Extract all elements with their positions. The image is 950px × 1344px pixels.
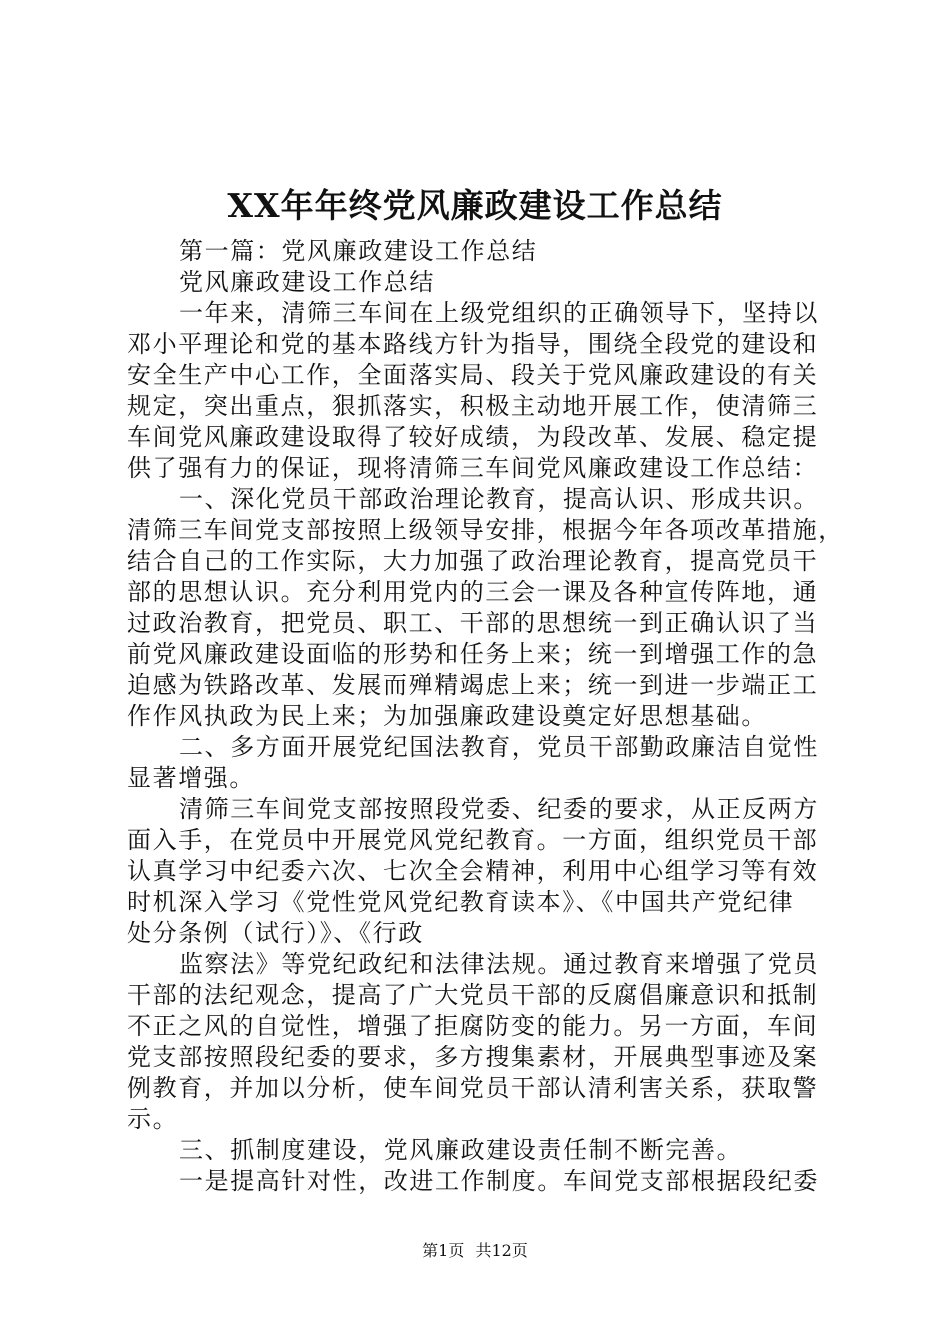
paragraph-line: 清筛三车间党支部按照上级领导安排，根据今年各项改革措施， bbox=[127, 516, 844, 544]
page-number: 第1页 bbox=[422, 1241, 465, 1260]
paragraph-line: 一年来，清筛三车间在上级党组织的正确领导下，坚持以 bbox=[179, 299, 819, 327]
document-body bbox=[127, 236, 844, 1197]
paragraph-line: 前党风廉政建设面临的形势和任务上来；统一到增强工作的急 bbox=[127, 640, 819, 668]
subheading-line: 第一篇：党风廉政建设工作总结 bbox=[179, 237, 538, 265]
subheading-line: 党风廉政建设工作总结 bbox=[179, 268, 435, 296]
paragraph-line: 党支部按照段纪委的要求，多方搜集素材，开展典型事迹及案 bbox=[127, 1043, 819, 1071]
paragraph-line: 面入手，在党员中开展党风党纪教育。一方面，组织党员干部 bbox=[127, 826, 819, 854]
paragraph-line: 时机深入学习《党性党风党纪教育读本》、《中国共产党纪律 bbox=[127, 888, 795, 916]
paragraph-line: 作作风执政为民上来；为加强廉政建设奠定好思想基础。 bbox=[127, 702, 767, 730]
paragraph-line: 一是提高针对性，改进工作制度。车间党支部根据段纪委 bbox=[179, 1167, 819, 1195]
paragraph-line: 供了强有力的保证，现将清筛三车间党风廉政建设工作总结： bbox=[127, 454, 819, 482]
paragraph-line: 认真学习中纪委六次、七次全会精神，利用中心组学习等有效 bbox=[127, 857, 819, 885]
paragraph-line: 监察法》等党纪政纪和法律法规。通过教育来增强了党员 bbox=[179, 950, 819, 978]
document-title: XX年年终党风廉政建设工作总结 bbox=[227, 186, 723, 225]
paragraph-line: 迫感为铁路改革、发展而殚精竭虑上来；统一到进一步端正工 bbox=[127, 671, 819, 699]
paragraph-line: 规定，突出重点，狠抓落实，积极主动地开展工作，使清筛三 bbox=[127, 392, 819, 420]
section-heading-line: 一、深化党员干部政治理论教育，提高认识、形成共识。 bbox=[179, 485, 819, 513]
paragraph-line: 显著增强。 bbox=[127, 764, 255, 792]
paragraph-line: 例教育，并加以分析，使车间党员干部认清利害关系，获取警 bbox=[127, 1074, 819, 1102]
paragraph-line: 清筛三车间党支部按照段党委、纪委的要求，从正反两方 bbox=[179, 795, 819, 823]
paragraph-line: 过政治教育，把党员、职工、干部的思想统一到正确认识了当 bbox=[127, 609, 819, 637]
paragraph-line: 不正之风的自觉性，增强了拒腐防变的能力。另一方面，车间 bbox=[127, 1012, 819, 1040]
paragraph-line: 结合自己的工作实际，大力加强了政治理论教育，提高党员干 bbox=[127, 547, 819, 575]
paragraph-line: 车间党风廉政建设取得了较好成绩，为段改革、发展、稳定提 bbox=[127, 423, 819, 451]
paragraph-line: 干部的法纪观念，提高了广大党员干部的反腐倡廉意识和抵制 bbox=[127, 981, 819, 1009]
paragraph-line: 部的思想认识。充分利用党内的三会一课及各种宣传阵地，通 bbox=[127, 578, 819, 606]
section-heading-line: 三、抓制度建设，党风廉政建设责任制不断完善。 bbox=[179, 1136, 743, 1164]
paragraph-line: 处分条例（试行）》、《行政 bbox=[127, 919, 424, 947]
paragraph-line: 示。 bbox=[127, 1105, 179, 1133]
paragraph-line: 邓小平理论和党的基本路线方针为指导，围绕全段党的建设和 bbox=[127, 330, 819, 358]
page-total: 共12页 bbox=[475, 1241, 528, 1260]
section-heading-line: 二、多方面开展党纪国法教育，党员干部勤政廉洁自觉性 bbox=[179, 733, 819, 761]
paragraph-line: 安全生产中心工作，全面落实局、段关于党风廉政建设的有关 bbox=[127, 361, 819, 389]
page-footer bbox=[0, 1240, 950, 1262]
